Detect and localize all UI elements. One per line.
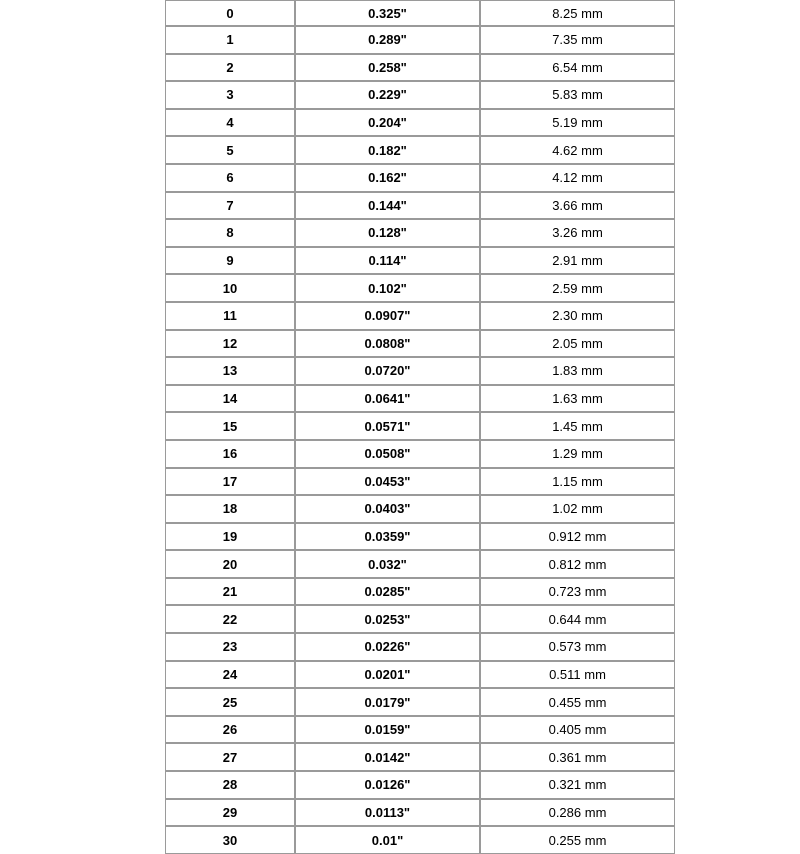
cell-inches: 0.0359" [295, 523, 480, 551]
table-row [165, 523, 675, 551]
cell-millimeters: 6.54 mm [480, 54, 675, 82]
cell-gauge: 6 [165, 164, 295, 192]
cell-millimeters: 5.83 mm [480, 81, 675, 109]
cell-gauge: 12 [165, 330, 295, 358]
cell-inches: 0.204" [295, 109, 480, 137]
cell-inches: 0.289" [295, 26, 480, 54]
cell-millimeters: 0.405 mm [480, 716, 675, 744]
cell-gauge: 25 [165, 688, 295, 716]
table-row [165, 661, 675, 689]
table-row [165, 468, 675, 496]
table-row [165, 412, 675, 440]
cell-millimeters: 0.812 mm [480, 550, 675, 578]
table-row [165, 440, 675, 468]
table-row [165, 357, 675, 385]
cell-millimeters: 0.361 mm [480, 743, 675, 771]
cell-millimeters: 0.573 mm [480, 633, 675, 661]
gauge-conversion-table-wrapper [165, 0, 649, 854]
cell-inches: 0.0126" [295, 771, 480, 799]
table-row [165, 743, 675, 771]
cell-millimeters: 1.02 mm [480, 495, 675, 523]
cell-inches: 0.0142" [295, 743, 480, 771]
cell-gauge: 28 [165, 771, 295, 799]
cell-millimeters: 0.723 mm [480, 578, 675, 606]
cell-gauge: 29 [165, 799, 295, 827]
cell-gauge: 21 [165, 578, 295, 606]
table-row [165, 495, 675, 523]
table-row [165, 771, 675, 799]
cell-gauge: 0 [165, 0, 295, 26]
table-row [165, 0, 675, 26]
cell-inches: 0.0201" [295, 661, 480, 689]
cell-inches: 0.0226" [295, 633, 480, 661]
cell-gauge: 16 [165, 440, 295, 468]
table-row [165, 826, 675, 854]
cell-inches: 0.0285" [295, 578, 480, 606]
cell-millimeters: 0.511 mm [480, 661, 675, 689]
cell-gauge: 5 [165, 136, 295, 164]
cell-gauge: 26 [165, 716, 295, 744]
cell-millimeters: 1.45 mm [480, 412, 675, 440]
cell-inches: 0.0159" [295, 716, 480, 744]
cell-inches: 0.032" [295, 550, 480, 578]
cell-inches: 0.162" [295, 164, 480, 192]
cell-inches: 0.128" [295, 219, 480, 247]
cell-inches: 0.325" [295, 0, 480, 26]
cell-gauge: 17 [165, 468, 295, 496]
cell-gauge: 18 [165, 495, 295, 523]
cell-inches: 0.0808" [295, 330, 480, 358]
cell-gauge: 3 [165, 81, 295, 109]
cell-millimeters: 2.59 mm [480, 274, 675, 302]
cell-gauge: 23 [165, 633, 295, 661]
cell-inches: 0.0113" [295, 799, 480, 827]
cell-gauge: 30 [165, 826, 295, 854]
cell-inches: 0.102" [295, 274, 480, 302]
cell-gauge: 19 [165, 523, 295, 551]
table-row [165, 54, 675, 82]
cell-gauge: 10 [165, 274, 295, 302]
cell-millimeters: 1.83 mm [480, 357, 675, 385]
cell-millimeters: 4.12 mm [480, 164, 675, 192]
cell-inches: 0.0453" [295, 468, 480, 496]
cell-millimeters: 0.255 mm [480, 826, 675, 854]
cell-millimeters: 8.25 mm [480, 0, 675, 26]
table-row [165, 164, 675, 192]
table-row [165, 192, 675, 220]
cell-gauge: 2 [165, 54, 295, 82]
table-row [165, 688, 675, 716]
cell-inches: 0.0253" [295, 605, 480, 633]
table-row [165, 550, 675, 578]
cell-millimeters: 3.26 mm [480, 219, 675, 247]
cell-millimeters: 0.912 mm [480, 523, 675, 551]
cell-inches: 0.0720" [295, 357, 480, 385]
table-row [165, 578, 675, 606]
cell-inches: 0.144" [295, 192, 480, 220]
cell-gauge: 4 [165, 109, 295, 137]
cell-millimeters: 2.91 mm [480, 247, 675, 275]
cell-inches: 0.0571" [295, 412, 480, 440]
cell-inches: 0.01" [295, 826, 480, 854]
cell-inches: 0.0508" [295, 440, 480, 468]
cell-millimeters: 3.66 mm [480, 192, 675, 220]
cell-millimeters: 5.19 mm [480, 109, 675, 137]
table-body [165, 0, 675, 854]
cell-inches: 0.0641" [295, 385, 480, 413]
cell-inches: 0.258" [295, 54, 480, 82]
table-row [165, 633, 675, 661]
table-row [165, 799, 675, 827]
cell-millimeters: 2.30 mm [480, 302, 675, 330]
cell-inches: 0.182" [295, 136, 480, 164]
table-row [165, 716, 675, 744]
cell-inches: 0.114" [295, 247, 480, 275]
table-row [165, 385, 675, 413]
cell-gauge: 8 [165, 219, 295, 247]
cell-gauge: 7 [165, 192, 295, 220]
cell-gauge: 27 [165, 743, 295, 771]
cell-gauge: 22 [165, 605, 295, 633]
cell-millimeters: 2.05 mm [480, 330, 675, 358]
table-row [165, 219, 675, 247]
cell-millimeters: 1.29 mm [480, 440, 675, 468]
cell-gauge: 13 [165, 357, 295, 385]
cell-inches: 0.229" [295, 81, 480, 109]
table-row [165, 26, 675, 54]
table-row [165, 136, 675, 164]
cell-inches: 0.0179" [295, 688, 480, 716]
table-row [165, 330, 675, 358]
cell-gauge: 9 [165, 247, 295, 275]
cell-gauge: 14 [165, 385, 295, 413]
cell-millimeters: 1.15 mm [480, 468, 675, 496]
cell-gauge: 20 [165, 550, 295, 578]
gauge-conversion-table [165, 0, 675, 854]
cell-inches: 0.0403" [295, 495, 480, 523]
table-row [165, 274, 675, 302]
cell-millimeters: 0.455 mm [480, 688, 675, 716]
cell-inches: 0.0907" [295, 302, 480, 330]
table-row [165, 109, 675, 137]
cell-millimeters: 1.63 mm [480, 385, 675, 413]
cell-millimeters: 4.62 mm [480, 136, 675, 164]
table-row [165, 81, 675, 109]
table-row [165, 302, 675, 330]
cell-millimeters: 0.321 mm [480, 771, 675, 799]
cell-gauge: 11 [165, 302, 295, 330]
cell-gauge: 1 [165, 26, 295, 54]
table-row [165, 605, 675, 633]
cell-gauge: 15 [165, 412, 295, 440]
table-row [165, 247, 675, 275]
cell-millimeters: 0.286 mm [480, 799, 675, 827]
cell-millimeters: 0.644 mm [480, 605, 675, 633]
cell-millimeters: 7.35 mm [480, 26, 675, 54]
cell-gauge: 24 [165, 661, 295, 689]
